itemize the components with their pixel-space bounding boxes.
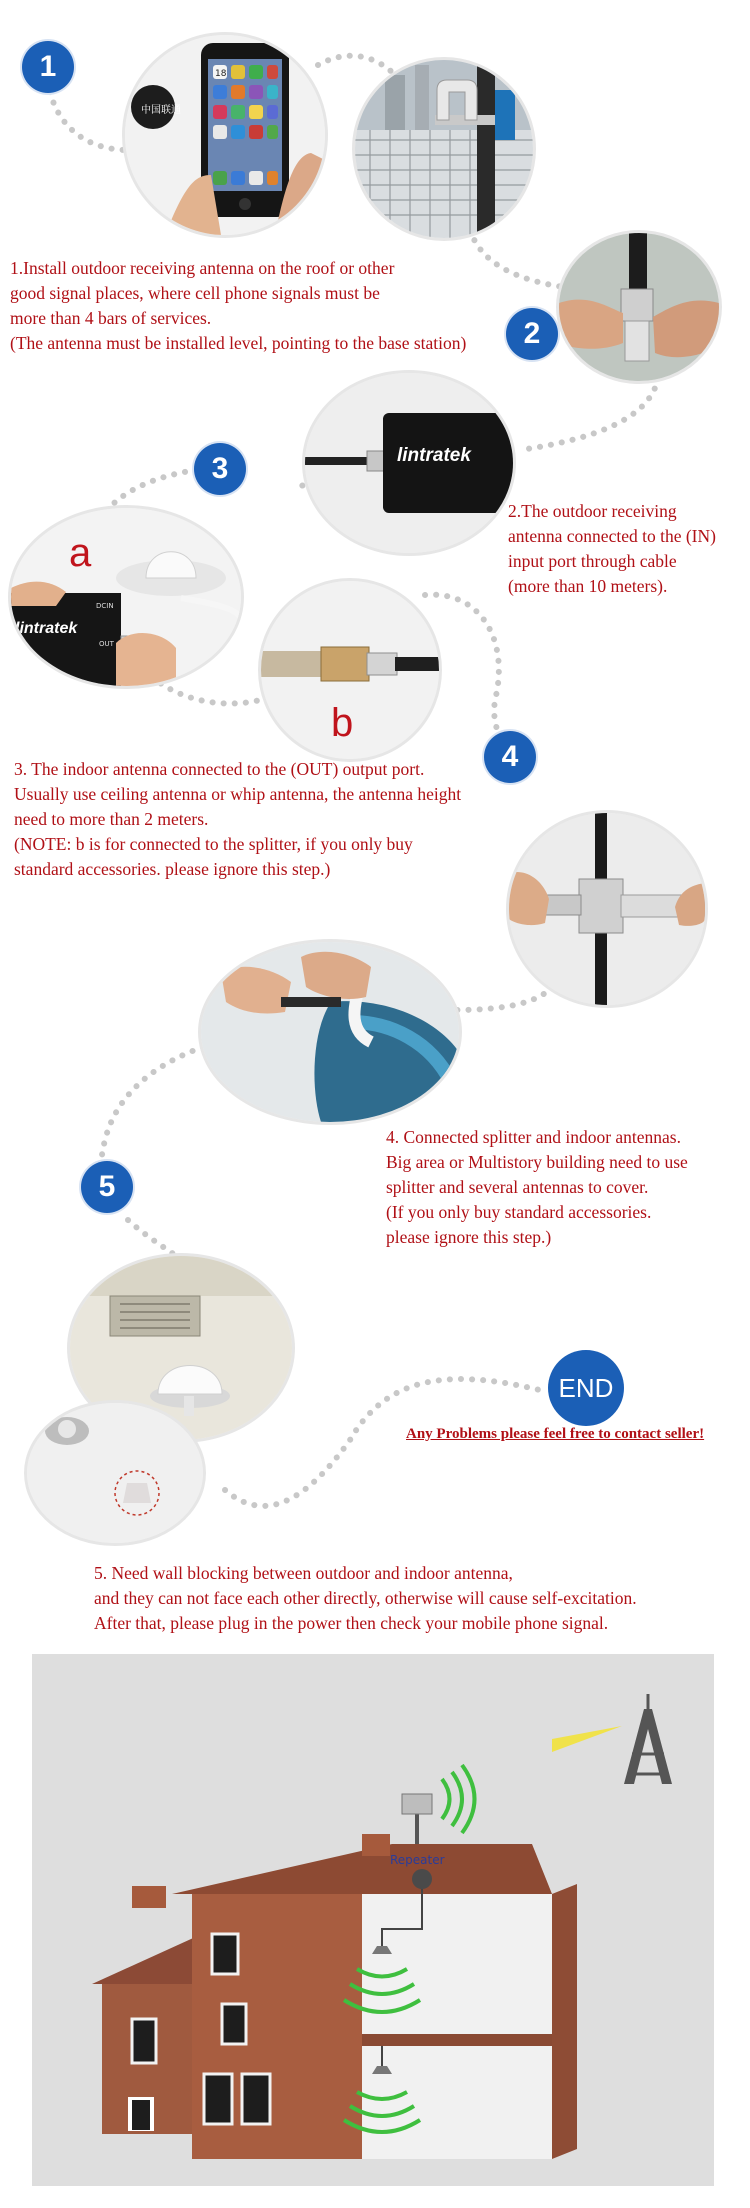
step-4-line-1: 4. Connected splitter and indoor antennas. [386, 1127, 681, 1147]
house-illustration [32, 1654, 714, 2186]
step-2-line-2: antenna connected to the (IN) [508, 526, 716, 546]
step-4-line-3: splitter and several antennas to cover. [386, 1177, 649, 1197]
splitter-connector-photo [258, 578, 442, 762]
step-1-text [10, 256, 466, 356]
step-2-line-4: (more than 10 meters). [508, 576, 668, 596]
splitter-connector-image [261, 581, 439, 759]
label-a: a [69, 531, 92, 575]
step-5-line-2: and they can not face each other directly, otherwise will cause self-excitation. [94, 1588, 637, 1608]
step-1-line-1: 1.Install outdoor receiving antenna on the roof or other [10, 258, 395, 278]
contact-seller-link[interactable]: Any Problems please feel free to contact seller! [406, 1426, 705, 1442]
antennas-hands-photo [198, 939, 462, 1125]
connector-hand-photo [556, 230, 722, 384]
indoor-antenna-image [11, 508, 241, 686]
step-5-line-1: 5. Need wall blocking between outdoor and indoor antenna, [94, 1563, 513, 1583]
repeater-label: Repeater [390, 1853, 445, 1867]
splitter-photo [506, 810, 708, 1008]
step-2-text [508, 499, 716, 599]
outdoor-antenna-photo [352, 57, 536, 241]
indoor-antenna-photo [8, 505, 244, 689]
step-3-line-4: (NOTE: b is for connected to the splitter, if you only buy [14, 834, 413, 854]
step-2-badge: 2 [506, 308, 558, 360]
port-dcin-label: DCIN [96, 602, 114, 610]
repeater-in-image [305, 373, 513, 553]
step-3-line-2: Usually use ceiling antenna or whip antenna, the antenna height [14, 784, 462, 804]
step-3-badge: 3 [194, 443, 246, 495]
step-1-line-2: good signal places, where cell phone signals must be [10, 283, 380, 303]
house-image [32, 1654, 714, 2186]
step-3-text [14, 757, 461, 882]
step-1-badge: 1 [22, 41, 74, 93]
step-1-line-4: (The antenna must be installed level, pointing to the base station) [10, 333, 467, 353]
step-3-line-5: standard accessories. please ignore this step.) [14, 859, 331, 879]
step-5-line-3: After that, please plug in the power then check your mobile phone signal. [94, 1613, 609, 1633]
splitter-image [509, 813, 705, 1005]
step-2-line-3: input port through cable [508, 551, 677, 571]
brand-label-2: lintratek [15, 620, 78, 637]
phone-date: 18 [215, 69, 227, 79]
port-out-label: OUT [99, 640, 114, 648]
step-4-line-4: (If you only buy standard accessories. [386, 1202, 652, 1222]
step-3-line-1: 3. The indoor antenna connected to the (OUT) output port. [14, 759, 425, 779]
carrier-label: 中国联通 [141, 105, 181, 116]
phone-photo [122, 32, 328, 238]
outdoor-antenna-image [355, 60, 533, 238]
step-4-line-2: Big area or Multistory building need to use [386, 1152, 688, 1172]
step-4-line-5: please ignore this step.) [386, 1227, 552, 1247]
step-1-line-3: more than 4 bars of services. [10, 308, 212, 328]
end-badge: END [548, 1350, 624, 1426]
step-5-text [94, 1561, 637, 1636]
step-3-line-3: need to more than 2 meters. [14, 809, 209, 829]
step-2-line-1: 2.The outdoor receiving [508, 501, 677, 521]
step-5-badge: 5 [81, 1161, 133, 1213]
connector-hand-image [559, 233, 719, 381]
mount-base-photo [24, 1400, 206, 1546]
step-4-text [386, 1125, 688, 1250]
antennas-hands-image [201, 942, 459, 1122]
mount-base-image [27, 1403, 203, 1543]
phone-image [125, 35, 325, 235]
step-4-badge: 4 [484, 731, 536, 783]
repeater-in-photo [302, 370, 516, 556]
brand-label: lintratek [397, 445, 471, 466]
label-b: b [331, 701, 354, 745]
